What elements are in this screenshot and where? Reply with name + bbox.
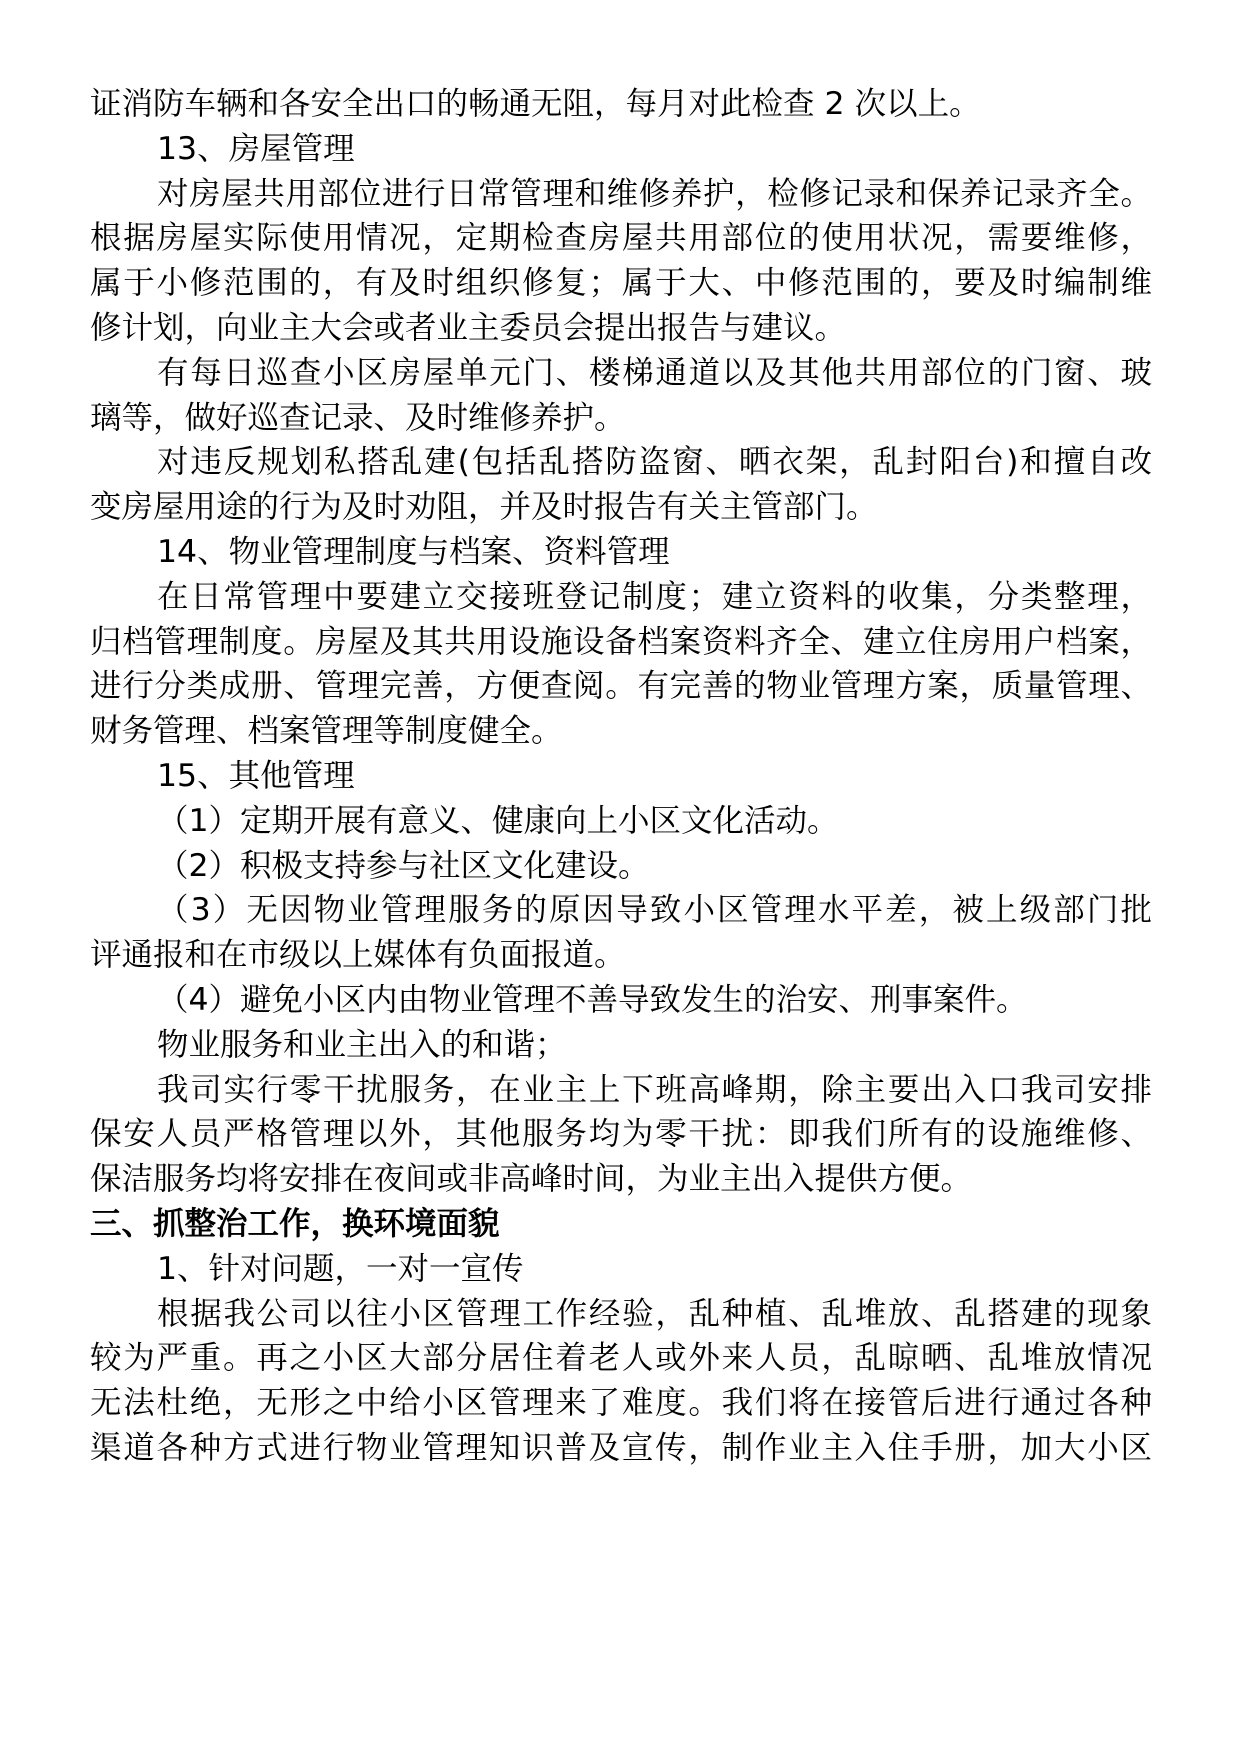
paragraph-line: 修计划，向业主大会或者业主委员会提出报告与建议。 — [90, 309, 847, 346]
list-item-line: （2）积极支持参与社区文化建设。 — [157, 847, 650, 884]
paragraph-line: 变房屋用途的行为及时劝阻，并及时报告有关主管部门。 — [90, 489, 878, 526]
paragraph-line: 较为严重。再之小区大部分居住着老人或外来人员，乱晾晒、乱堆放情况 — [90, 1340, 1152, 1377]
list-item — [90, 978, 1152, 1023]
paragraph-line: 渠道各种方式进行物业管理知识普及宣传，制作业主入住手册，加大小区 — [90, 1429, 1152, 1466]
paragraph-line: 物业服务和业主出入的和谐； — [157, 1026, 567, 1063]
subsection-heading-1 — [90, 1247, 1152, 1292]
paragraph — [90, 440, 1152, 530]
paragraph-line: 属于小修范围的，有及时组织修复；属于大、中修范围的，要及时编制维 — [90, 265, 1152, 302]
list-item — [90, 888, 1152, 978]
paragraph-line: 在日常管理中要建立交接班登记制度；建立资料的收集，分类整理， — [157, 578, 1152, 615]
paragraph — [90, 575, 1152, 754]
subsection-heading-text: 15、其他管理 — [157, 757, 355, 794]
paragraph-line: 保安人员严格管理以外，其他服务均为零干扰：即我们所有的设施维修、 — [90, 1116, 1152, 1153]
paragraph-line: 有每日巡查小区房屋单元门、楼梯通道以及其他共用部位的门窗、玻 — [157, 354, 1152, 391]
list-item-line: 评通报和在市级以上媒体有负面报道。 — [90, 937, 626, 974]
paragraph-line: 对违反规划私搭乱建(包括乱搭防盗窗、晒衣架，乱封阳台)和擅自改 — [157, 444, 1152, 481]
paragraph-line: 归档管理制度。房屋及其共用设施设备档案资料齐全、建立住房用户档案， — [90, 623, 1152, 660]
paragraph-line: 无法杜绝，无形之中给小区管理来了难度。我们将在接管后进行通过各种 — [90, 1385, 1152, 1422]
list-item — [90, 844, 1152, 889]
paragraph — [90, 1292, 1152, 1471]
paragraph-line: 进行分类成册、管理完善，方便查阅。有完善的物业管理方案，质量管理、 — [90, 668, 1152, 705]
subsection-heading-13 — [90, 127, 1152, 172]
paragraph-line: 保洁服务均将安排在夜间或非高峰时间，为业主出入提供方便。 — [90, 1161, 973, 1198]
list-item — [90, 799, 1152, 844]
paragraph-line: 财务管理、档案管理等制度健全。 — [90, 713, 563, 750]
subsection-heading-15 — [90, 754, 1152, 799]
paragraph-line: 根据我公司以往小区管理工作经验，乱种植、乱堆放、乱搭建的现象 — [157, 1295, 1152, 1332]
subsection-heading-text: 14、物业管理制度与档案、资料管理 — [157, 533, 670, 570]
paragraph — [90, 1068, 1152, 1202]
paragraph-line: 我司实行零干扰服务，在业主上下班高峰期，除主要出入口我司安排 — [157, 1071, 1152, 1108]
subsection-heading-text: 1、针对问题，一对一宣传 — [157, 1250, 524, 1287]
paragraph-line: 璃等，做好巡查记录、及时维修养护。 — [90, 399, 626, 436]
list-item-line: （3）无因物业管理服务的原因导致小区管理水平差，被上级部门批 — [157, 892, 1152, 929]
paragraph — [90, 351, 1152, 441]
paragraph-line: 证消防车辆和各安全出口的畅通无阻，每月对此检查 2 次以上。 — [90, 86, 981, 122]
section-heading-text: 三、抓整治工作，换环境面貌 — [90, 1205, 500, 1242]
paragraph — [90, 172, 1152, 351]
paragraph-line: 对房屋共用部位进行日常管理和维修养护，检修记录和保养记录齐全。 — [157, 175, 1152, 212]
subsection-heading-14 — [90, 530, 1152, 575]
paragraph-line: 根据房屋实际使用情况，定期检查房屋共用部位的使用状况，需要维修， — [90, 220, 1152, 257]
document-body — [90, 82, 1152, 1471]
list-item-line: （1）定期开展有意义、健康向上小区文化活动。 — [157, 802, 839, 839]
paragraph-continued — [90, 82, 1152, 127]
paragraph — [90, 1023, 1152, 1068]
subsection-heading-text: 13、房屋管理 — [157, 130, 355, 167]
section-heading — [90, 1202, 1152, 1247]
list-item-line: （4）避免小区内由物业管理不善导致发生的治安、刑事案件。 — [157, 981, 1028, 1018]
